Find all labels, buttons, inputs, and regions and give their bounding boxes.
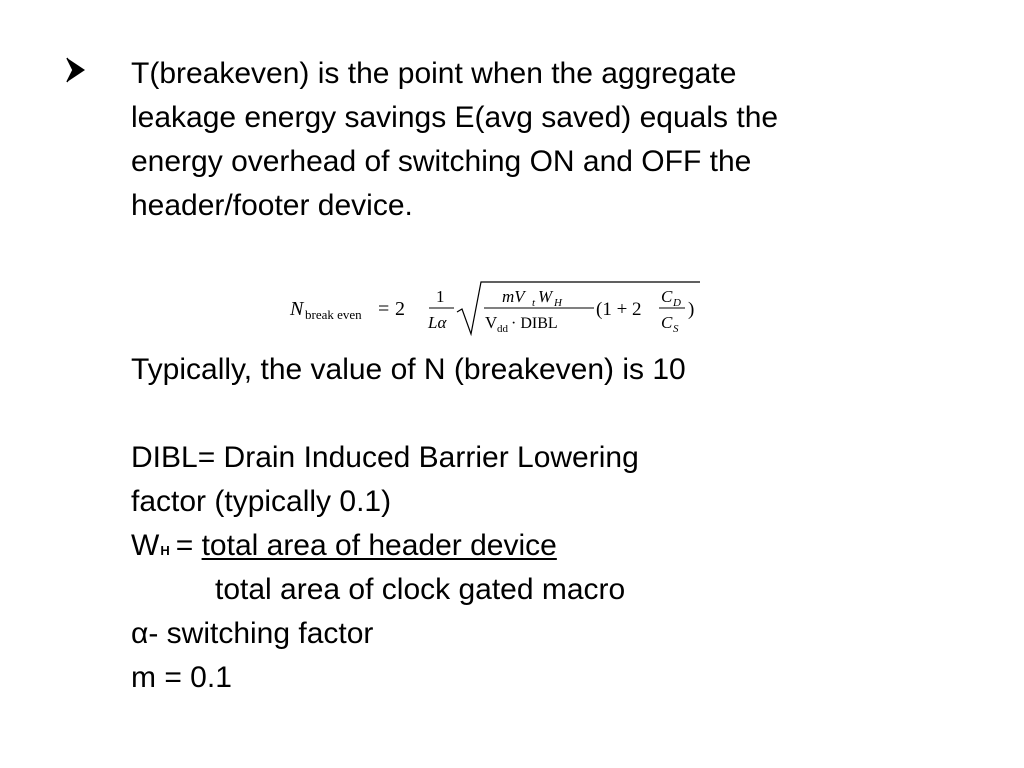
definition-line: T(breakeven) is the point when the aggregate [131, 57, 737, 90]
formula-frac2-denominator: C [661, 313, 673, 332]
formula-frac2-numerator-sub: D [673, 297, 681, 309]
wh-denominator: total area of clock gated macro [215, 573, 626, 606]
formula-paren-close: ) [688, 299, 695, 320]
spacer [131, 392, 686, 436]
formula-sqrt-numerator-w: W [538, 287, 553, 306]
formula-frac2-numerator: C [661, 287, 673, 306]
formula-lhs-subscript: break even [305, 307, 362, 322]
formula-frac1-numerator: 1 [436, 287, 445, 306]
m-definition: m = 0.1 [131, 661, 232, 694]
typical-value-text: Typically, the value of N (breakeven) is 10 [131, 353, 686, 386]
formula-lhs-symbol: N [290, 298, 304, 320]
definition-line: header/footer device. [131, 189, 413, 222]
wh-equals: = [175, 529, 194, 562]
formula-sqrt-numerator-h: H [554, 297, 562, 309]
wh-definition [131, 524, 686, 568]
formula-sqrt-numerator: mV [502, 287, 525, 306]
formula-paren-open: (1 + 2 [596, 299, 642, 320]
breakeven-formula [288, 276, 708, 340]
formula-sqrt-numerator-sub: t [532, 297, 536, 309]
definition-line: energy overhead of switching ON and OFF the [131, 145, 752, 178]
formula-sqrt-denominator: V [485, 313, 498, 332]
formula-coefficient: 2 [395, 298, 405, 320]
formula-frac2-denominator-sub: S [673, 323, 679, 335]
definition-paragraph [131, 52, 778, 228]
formula-sqrt-denominator-sub: dd [497, 323, 508, 335]
formula-frac1-denominator: Lα [428, 313, 447, 332]
wh-numerator: total area of header device [201, 529, 557, 562]
bullet-arrow-icon [66, 57, 86, 83]
definition-line: leakage energy savings E(avg saved) equals the [131, 101, 779, 134]
alpha-definition: α- switching factor [131, 617, 374, 650]
wh-subscript: H [160, 543, 170, 558]
formula-equals: = [378, 298, 390, 320]
notes-block [131, 348, 686, 700]
dibl-definition-line: DIBL= Drain Induced Barrier Lowering [131, 441, 639, 474]
formula-sqrt-denominator-rest: · DIBL [511, 315, 558, 332]
wh-symbol: W [131, 529, 160, 562]
dibl-definition-line: factor (typically 0.1) [131, 485, 392, 518]
